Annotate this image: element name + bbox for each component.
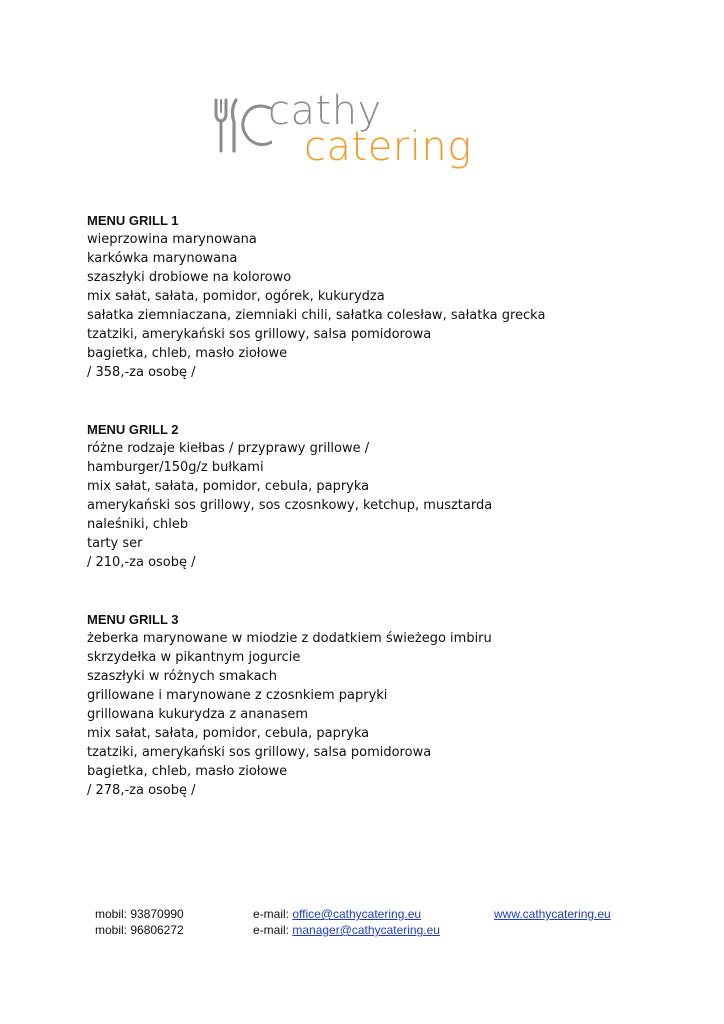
email-entry-2 (253, 922, 440, 938)
menu-item: hamburger/150g/z bułkami (87, 460, 264, 475)
email-link-manager[interactable]: manager@cathycatering.eu (292, 923, 440, 937)
menu-title: MENU GRILL 1 (87, 213, 179, 228)
contact-footer (95, 906, 655, 938)
menu-item: grillowane i marynowane z czosnkiem papryki (87, 688, 388, 703)
menu-item: skrzydełka w pikantnym jogurcie (87, 650, 301, 665)
menu-item: mix sałat, sałata, pomidor, cebula, papryka (87, 726, 370, 741)
menu-section-2 (87, 420, 687, 572)
menu-item: szaszłyki w różnych smakach (87, 669, 277, 684)
email-entry-1 (253, 906, 421, 922)
menu-price: / 358,-za osobę / (87, 365, 196, 380)
menu-item: szaszłyki drobiowe na kolorowo (87, 270, 292, 285)
spacer (87, 382, 687, 420)
menu-item: tzatziki, amerykański sos grillowy, salsa pomidorowa (87, 745, 432, 760)
logo-word-cathy: cathy (268, 88, 382, 134)
menu-item: bagietka, chleb, masło ziołowe (87, 764, 288, 779)
menu-title: MENU GRILL 2 (87, 422, 179, 437)
fork-knife-icon (212, 98, 272, 158)
menu-item: mix sałat, sałata, pomidor, ogórek, kukurydza (87, 289, 385, 304)
mobile-phone-1: mobil: 93870990 (95, 907, 184, 921)
logo-word-catering: catering (304, 124, 472, 170)
menu-item: amerykański sos grillowy, sos czosnkowy, ketchup, musztarda (87, 498, 493, 513)
email-label: e-mail: (253, 907, 293, 921)
footer-row-2 (95, 922, 655, 938)
mobile-phone-2: mobil: 96806272 (95, 923, 184, 937)
menu-price: / 278,-za osobę / (87, 783, 196, 798)
menu-title: MENU GRILL 3 (87, 612, 179, 627)
email-label: e-mail: (253, 923, 293, 937)
menu-item: naleśniki, chleb (87, 517, 189, 532)
menu-item: sałatka ziemniaczana, ziemniaki chili, sałatka colesław, sałatka grecka (87, 308, 546, 323)
footer-row-1 (95, 906, 655, 922)
menu-item: różne rodzaje kiełbas / przyprawy grillowe / (87, 441, 370, 456)
menu-section-1 (87, 211, 687, 382)
menu-item: wieprzowina marynowana (87, 232, 257, 247)
menu-price: / 210,-za osobę / (87, 555, 196, 570)
menu-item: grillowana kukurydza z ananasem (87, 707, 309, 722)
menu-item: tarty ser (87, 536, 143, 551)
website-link[interactable]: www.cathycatering.eu (494, 907, 611, 921)
menu-item: mix sałat, sałata, pomidor, cebula, papryka (87, 479, 370, 494)
email-link-office[interactable]: office@cathycatering.eu (292, 907, 422, 921)
menu-item: karkówka marynowana (87, 251, 238, 266)
spacer (87, 572, 687, 610)
menu-section-3 (87, 610, 687, 800)
menu-content (87, 211, 687, 800)
logo (212, 88, 512, 180)
menu-item: żeberka marynowane w miodzie z dodatkiem świeżego imbiru (87, 631, 492, 646)
menu-item: bagietka, chleb, masło ziołowe (87, 346, 288, 361)
menu-item: tzatziki, amerykański sos grillowy, salsa pomidorowa (87, 327, 432, 342)
